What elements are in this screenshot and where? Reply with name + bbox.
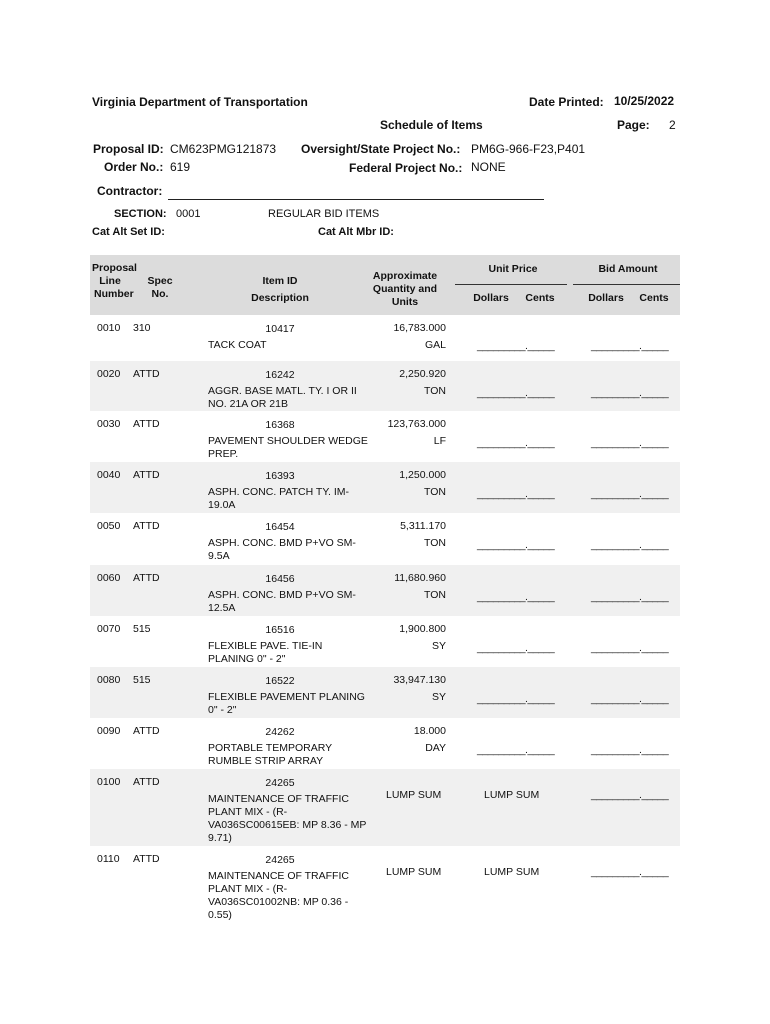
line-number: 0010: [97, 322, 121, 334]
section-value: 0001: [176, 208, 201, 220]
line-number: 0050: [97, 520, 121, 532]
table-row: [90, 667, 680, 718]
bid-amount-blank: _________._____: [591, 744, 669, 756]
line-number: 0110: [97, 853, 120, 865]
quantity: 33,947.130: [393, 674, 446, 686]
item-description: AGGR. BASE MATL. TY. I OR II NO. 21A OR 21B: [208, 385, 357, 410]
oversight-value: PM6G-966-F23,P401: [471, 142, 586, 156]
item-id: 16456: [265, 573, 295, 585]
units: SY: [431, 691, 446, 703]
item-id: 16242: [265, 369, 295, 381]
table-row: [90, 769, 680, 846]
units: DAY: [425, 742, 446, 754]
table-row: [90, 718, 680, 769]
date-printed-value: 10/25/2022: [614, 94, 675, 108]
quantity-lump: LUMP SUM: [386, 789, 442, 801]
line-number: 0080: [97, 674, 121, 686]
bid-amount-blank: _________._____: [591, 437, 669, 449]
item-description: FLEXIBLE PAVEMENT PLANING 0" - 2": [208, 691, 365, 716]
item-id: 24265: [265, 854, 295, 866]
col-quantity-and: Quantity and: [372, 283, 438, 295]
page-number: 2: [669, 118, 676, 132]
item-id: 10417: [265, 323, 295, 335]
federal-value: NONE: [471, 160, 506, 174]
bid-amount-blank: _________._____: [591, 340, 669, 352]
col-approximate: Approximate: [372, 270, 438, 282]
oversight-label: Oversight/State Project No.:: [301, 142, 461, 156]
quantity: 2,250.920: [399, 368, 446, 380]
units: TON: [424, 486, 446, 498]
table-row: [90, 565, 680, 616]
units: TON: [424, 589, 446, 601]
line-number: 0100: [97, 776, 121, 788]
quantity: 11,680.960: [394, 572, 446, 584]
unit-price-blank: _________._____: [477, 539, 555, 551]
table-row: [90, 513, 680, 565]
col-proposal: Proposal: [92, 262, 137, 274]
cat-alt-set-label: Cat Alt Set ID:: [92, 226, 165, 238]
units: GAL: [424, 339, 446, 351]
quantity: 1,250.000: [399, 469, 446, 481]
item-id: 16522: [265, 675, 295, 687]
bid-amount-blank: _________._____: [591, 866, 669, 878]
unit-price-blank: _________._____: [477, 387, 555, 399]
item-description: MAINTENANCE OF TRAFFIC PLANT MIX - (R-VA036SC00615EB: MP 8.36 - MP 9.71): [208, 793, 367, 844]
spec-no: ATTD: [133, 572, 160, 584]
spec-no: ATTD: [133, 520, 160, 532]
table-row: [90, 411, 680, 462]
table-row: [90, 361, 680, 411]
table-header: [90, 255, 680, 315]
unit-price-blank: _________._____: [477, 744, 555, 756]
unit-price-blank: _________._____: [477, 591, 555, 603]
bid-amount-blank: _________._____: [591, 693, 669, 705]
col-up-dollars: Dollars: [473, 292, 509, 304]
item-id: 16393: [265, 470, 295, 482]
unit-price-blank: _________._____: [477, 488, 555, 500]
page-label: Page:: [617, 118, 650, 132]
cat-alt-mbr-label: Cat Alt Mbr ID:: [318, 226, 394, 238]
quantity-lump: LUMP SUM: [386, 866, 442, 878]
unit-price-blank: _________._____: [477, 340, 555, 352]
unit-price-lump: LUMP SUM: [484, 866, 540, 878]
table-row: [90, 846, 680, 926]
item-id: 24262: [265, 726, 295, 738]
line-number: 0090: [97, 725, 121, 737]
item-description: PORTABLE TEMPORARY RUMBLE STRIP ARRAY: [208, 742, 332, 767]
table-row: [90, 462, 680, 513]
federal-label: Federal Project No.:: [349, 161, 463, 175]
line-number: 0020: [97, 368, 121, 380]
item-id: 24265: [265, 777, 295, 789]
page-title: Schedule of Items: [380, 118, 483, 132]
org-name: Virginia Department of Transportation: [92, 95, 308, 109]
unit-price-blank: _________._____: [477, 642, 555, 654]
contractor-label: Contractor:: [97, 184, 163, 198]
units: SY: [431, 640, 446, 652]
proposal-id-value: CM623PMG121873: [170, 142, 277, 156]
unit-price-blank: _________._____: [477, 437, 555, 449]
bid-amount-blank: _________._____: [591, 539, 669, 551]
col-item-id: Item ID: [262, 275, 298, 287]
col-units: Units: [391, 296, 419, 308]
unit-price-lump: LUMP SUM: [484, 789, 540, 801]
bid-amount-blank: _________._____: [591, 591, 669, 603]
item-description: FLEXIBLE PAVE. TIE-IN PLANING 0" - 2": [208, 640, 323, 665]
item-description: PAVEMENT SHOULDER WEDGE PREP.: [208, 435, 368, 460]
col-description: Description: [251, 292, 309, 304]
line-number: 0040: [97, 469, 121, 481]
line-number: 0070: [97, 623, 121, 635]
item-id: 16368: [265, 419, 295, 431]
quantity: 16,783.000: [393, 322, 446, 334]
unit-price-rule: [455, 284, 567, 285]
bid-amount-rule: [573, 284, 680, 285]
order-no-label: Order No.:: [104, 160, 164, 174]
spec-no: ATTD: [133, 776, 160, 788]
item-description: ASPH. CONC. BMD P+VO SM-12.5A: [208, 589, 356, 614]
contractor-line: [168, 199, 544, 200]
table-row: [90, 616, 680, 667]
proposal-id-label: Proposal ID:: [93, 142, 164, 156]
section-name: REGULAR BID ITEMS: [268, 208, 380, 220]
units: TON: [424, 537, 446, 549]
col-spec: Spec: [147, 275, 173, 287]
spec-no: ATTD: [133, 725, 160, 737]
spec-no: 515: [133, 674, 151, 686]
bid-amount-blank: _________._____: [591, 642, 669, 654]
spec-no: 310: [133, 322, 151, 334]
item-description: MAINTENANCE OF TRAFFIC PLANT MIX - (R-VA036SC01002NB: MP 0.36 - 0.55): [208, 870, 349, 921]
quantity: 123,763.000: [387, 418, 446, 430]
col-up-cents: Cents: [525, 292, 555, 304]
quantity: 18.000: [413, 725, 446, 737]
quantity: 1,900.800: [399, 623, 446, 635]
spec-no: ATTD: [133, 418, 160, 430]
spec-no: 515: [133, 623, 151, 635]
col-ba-dollars: Dollars: [588, 292, 624, 304]
unit-price-blank: _________._____: [477, 693, 555, 705]
order-no-value: 619: [170, 160, 191, 174]
item-description: ASPH. CONC. BMD P+VO SM-9.5A: [208, 537, 356, 562]
bid-amount-blank: _________._____: [591, 789, 669, 801]
quantity: 5,311.170: [400, 520, 446, 532]
item-description: TACK COAT: [208, 339, 267, 351]
line-number: 0060: [97, 572, 121, 584]
col-ba-cents: Cents: [639, 292, 669, 304]
units: TON: [424, 385, 446, 397]
spec-no: ATTD: [133, 853, 160, 865]
col-spec-no: No.: [151, 288, 169, 300]
col-bid-amount: Bid Amount: [598, 263, 658, 275]
table-row: [90, 315, 680, 361]
section-label: SECTION:: [114, 208, 167, 220]
units: LF: [433, 435, 446, 447]
bid-amount-blank: _________._____: [591, 387, 669, 399]
col-unit-price: Unit Price: [488, 263, 538, 275]
item-id: 16454: [265, 521, 295, 533]
line-number: 0030: [97, 418, 121, 430]
item-description: ASPH. CONC. PATCH TY. IM-19.0A: [208, 486, 349, 511]
date-printed-label: Date Printed:: [529, 95, 604, 109]
col-line: Line: [99, 275, 121, 287]
col-number: Number: [94, 288, 134, 300]
spec-no: ATTD: [133, 368, 160, 380]
spec-no: ATTD: [133, 469, 160, 481]
item-id: 16516: [265, 624, 295, 636]
bid-amount-blank: _________._____: [591, 488, 669, 500]
